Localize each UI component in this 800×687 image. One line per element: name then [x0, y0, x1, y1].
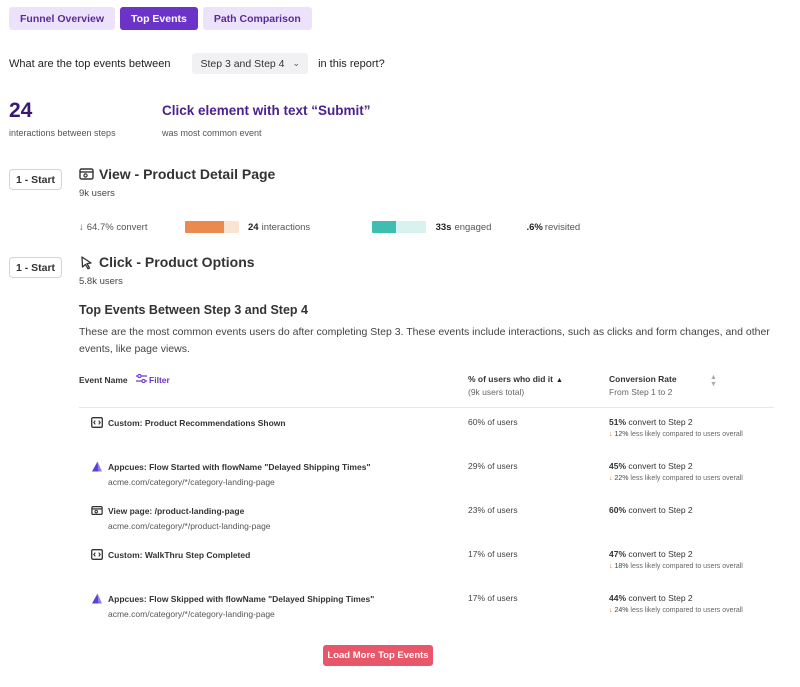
- comparison-text: less likely compared to users overall: [630, 431, 743, 438]
- step-title-text: Click - Product Options: [99, 254, 255, 270]
- engaged-value: 33s: [435, 221, 452, 233]
- page-view-icon: [79, 167, 94, 181]
- step-title: [79, 254, 255, 270]
- table-header-divider: [79, 407, 774, 408]
- comparison-note: [609, 431, 743, 438]
- tab-funnel-overview[interactable]: Funnel Overview: [9, 7, 115, 30]
- conversion-text: convert to Step 2: [628, 549, 693, 559]
- conversion-rate: [609, 505, 693, 515]
- event-name: Custom: WalkThru Step Completed: [108, 549, 251, 560]
- col-header-conversion-sub: From Step 1 to 2: [609, 387, 673, 397]
- event-name: Appcues: Flow Skipped with flowName "Delayed Shipping Times": [108, 593, 375, 604]
- pct-users: 17% of users: [468, 593, 518, 603]
- interactions-bar-fill: [185, 221, 224, 233]
- sort-icon[interactable]: ▲ ▼: [710, 374, 717, 388]
- event-url: acme.com/category/*/product-landing-page: [108, 521, 271, 531]
- filter-icon: [136, 374, 147, 385]
- comparison-note: [609, 475, 743, 482]
- event-cell: [91, 593, 374, 604]
- col-header-pct-label: % of users who did it: [468, 374, 554, 384]
- step-users: 5.8k users: [79, 276, 123, 287]
- comparison-text: less likely compared to users overall: [630, 607, 743, 614]
- conversion-text: convert to Step 2: [628, 461, 693, 471]
- comparison-pct: 18%: [614, 563, 629, 570]
- event-cell: [91, 505, 244, 516]
- event-url: acme.com/category/*/category-landing-page: [108, 609, 275, 619]
- conversion-rate: [609, 549, 693, 559]
- conversion-pct: 51%: [609, 417, 627, 427]
- interaction-count: 24: [9, 99, 33, 122]
- table-row[interactable]: [79, 593, 774, 637]
- question-suffix: in this report?: [318, 57, 385, 70]
- step-pair-select-value: Step 3 and Step 4: [200, 57, 285, 70]
- event-url: acme.com/category/*/category-landing-page: [108, 477, 275, 487]
- interaction-count-label: interactions between steps: [9, 128, 116, 138]
- comparison-pct: 22%: [614, 475, 629, 482]
- interactions-bar: [185, 221, 239, 233]
- event-cell: [91, 549, 250, 560]
- conversion-rate: [609, 593, 693, 603]
- pct-users: 60% of users: [468, 417, 518, 427]
- arrow-down-icon: ↓: [609, 563, 613, 570]
- appcues-icon: [91, 461, 103, 472]
- comparison-pct: 12%: [614, 431, 629, 438]
- step-question: [9, 53, 385, 74]
- conversion-pct: 44%: [609, 593, 627, 603]
- filter-label: Filter: [149, 374, 170, 385]
- conversion-pct: 47%: [609, 549, 627, 559]
- top-event-title: Click element with text “Submit”: [162, 103, 371, 118]
- interactions-label: interactions: [261, 221, 311, 233]
- arrow-down-icon: ↓: [609, 607, 613, 614]
- filter-button[interactable]: [136, 374, 170, 385]
- col-header-event-label: Event Name: [79, 375, 128, 385]
- event-cell: [91, 417, 286, 428]
- pct-users: 29% of users: [468, 461, 518, 471]
- tab-path-comparison[interactable]: Path Comparison: [203, 7, 312, 30]
- table-row[interactable]: [79, 417, 774, 461]
- event-cell: [91, 461, 370, 472]
- section-title: Top Events Between Step 3 and Step 4: [79, 303, 308, 317]
- comparison-pct: 24%: [614, 607, 629, 614]
- chevron-down-icon: ⌄: [292, 58, 301, 68]
- engaged-bar: [372, 221, 426, 233]
- convert-value: 64.7% convert: [86, 221, 148, 233]
- step-badge[interactable]: 1 - Start: [9, 169, 62, 190]
- engaged-bar-fill: [372, 221, 396, 233]
- top-event-label: was most common event: [162, 128, 262, 138]
- load-more-button[interactable]: Load More Top Events: [323, 645, 433, 666]
- page-view-icon: [91, 505, 103, 516]
- col-header-conversion-label: Conversion Rate: [609, 374, 677, 384]
- conversion-rate: [609, 417, 693, 427]
- comparison-text: less likely compared to users overall: [630, 475, 743, 482]
- click-pointer-icon: [79, 255, 94, 270]
- sort-asc-icon[interactable]: ▲: [556, 377, 563, 384]
- pct-users: 17% of users: [468, 549, 518, 559]
- question-prefix: What are the top events between: [9, 57, 171, 70]
- comparison-note: [609, 563, 743, 570]
- col-header-event: [79, 374, 170, 385]
- table-row[interactable]: [79, 461, 774, 505]
- revisited-value: .6%: [526, 221, 543, 233]
- comparison-note: [609, 607, 743, 614]
- comparison-text: less likely compared to users overall: [630, 563, 743, 570]
- step-badge[interactable]: 1 - Start: [9, 257, 62, 278]
- col-header-conversion[interactable]: [609, 374, 717, 397]
- engaged-label: engaged: [454, 221, 492, 233]
- pct-users: 23% of users: [468, 505, 518, 515]
- arrow-down-icon: ↓: [609, 475, 613, 482]
- col-header-pct[interactable]: [468, 374, 563, 397]
- conversion-text: convert to Step 2: [628, 505, 693, 515]
- table-row[interactable]: [79, 549, 774, 593]
- conversion-rate: [609, 461, 693, 471]
- event-name: Appcues: Flow Started with flowName "Delayed Shipping Times": [108, 461, 371, 472]
- revisited-label: revisited: [544, 221, 581, 233]
- step-pair-select[interactable]: [192, 53, 308, 74]
- conversion-text: convert to Step 2: [628, 417, 693, 427]
- event-name: Custom: Product Recommendations Shown: [108, 417, 286, 428]
- step-title-text: View - Product Detail Page: [99, 166, 276, 182]
- conversion-pct: 60%: [609, 505, 627, 515]
- event-name: View page: /product-landing-page: [108, 505, 245, 516]
- conversion-text: convert to Step 2: [628, 593, 693, 603]
- section-description: These are the most common events users do after completing Step 3. These events include interactions, such as clicks and form changes, and other events, like page views.: [79, 326, 770, 355]
- convert-metric: [79, 222, 185, 233]
- arrow-down-icon: ↓: [609, 431, 613, 438]
- tab-top-events[interactable]: Top Events: [120, 7, 198, 30]
- table-row[interactable]: [79, 505, 774, 549]
- report-tabs: [9, 7, 312, 30]
- custom-event-icon: [91, 549, 103, 560]
- custom-event-icon: [91, 417, 103, 428]
- step-metrics: [79, 219, 580, 235]
- col-header-pct-sub: (9k users total): [468, 387, 525, 397]
- arrow-down-icon: ↓: [79, 221, 84, 233]
- appcues-icon: [91, 593, 103, 604]
- step-users: 9k users: [79, 188, 115, 199]
- conversion-pct: 45%: [609, 461, 627, 471]
- interactions-value: 24: [248, 221, 259, 233]
- step-title: [79, 166, 275, 182]
